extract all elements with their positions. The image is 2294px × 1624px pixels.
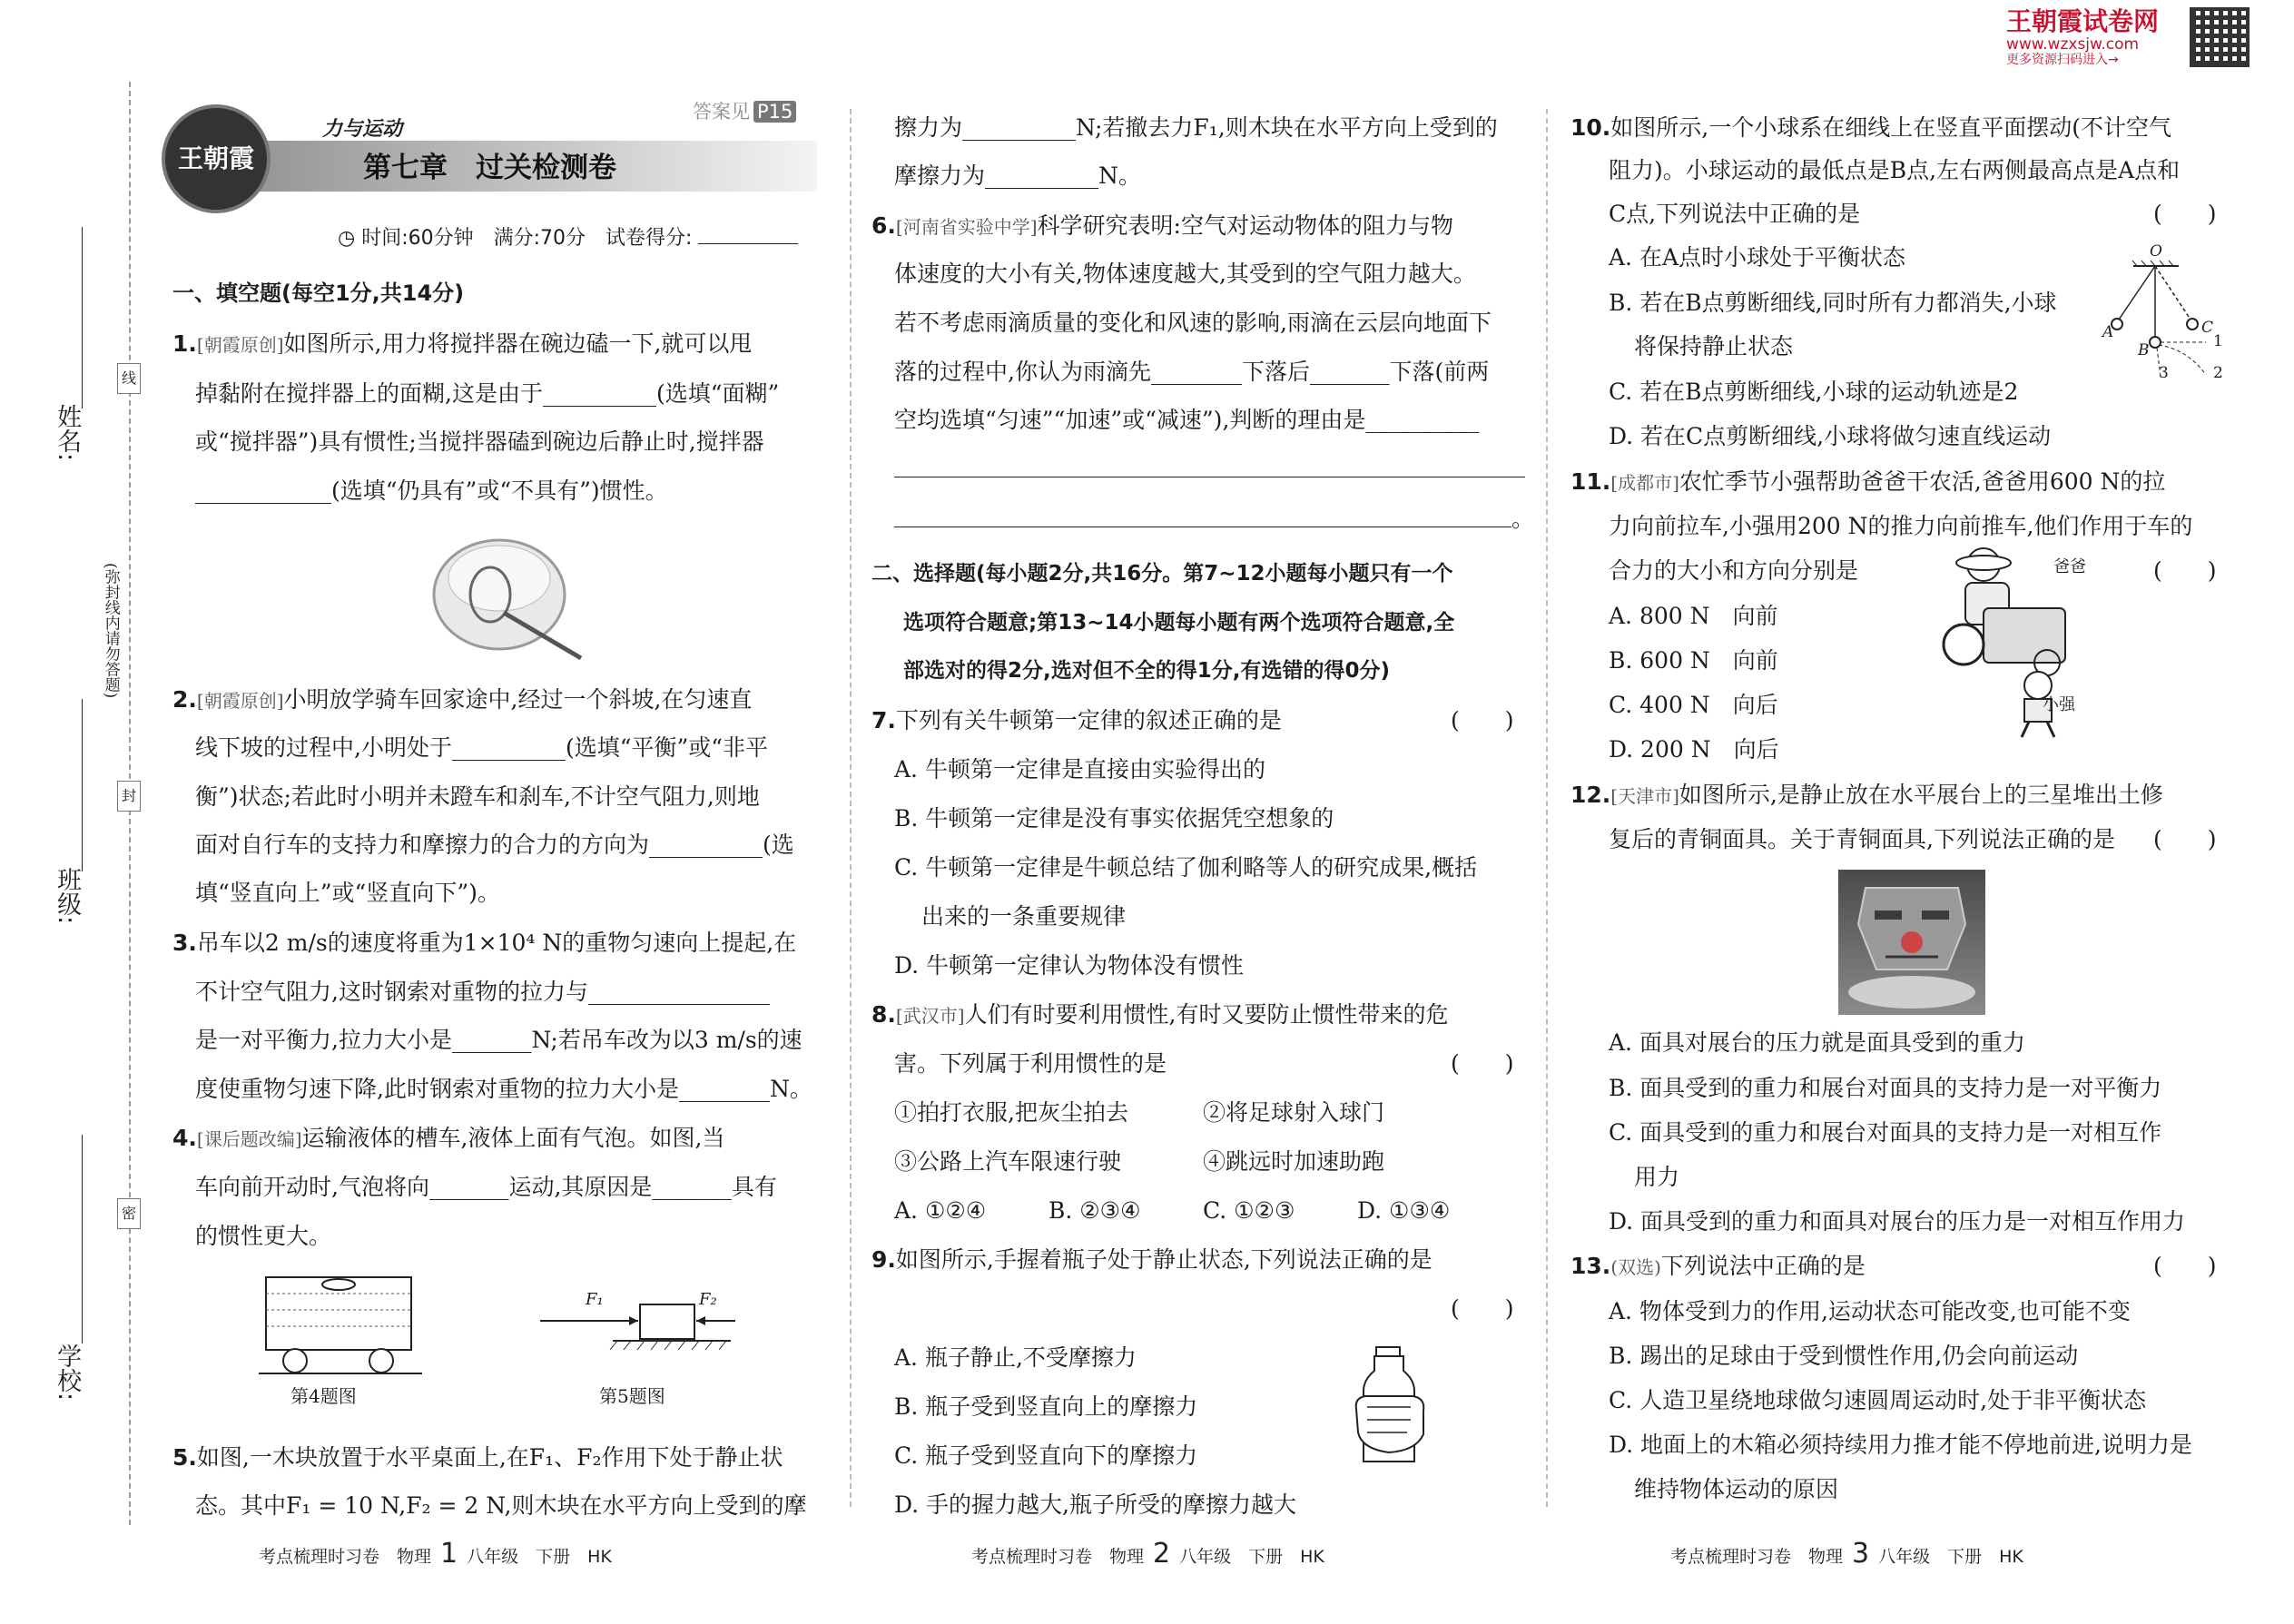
footer-page-3 bbox=[1670, 1536, 2023, 1571]
page-title: 第七章 过关检测卷 bbox=[363, 152, 616, 184]
question-text: 农忙季节小强帮助爸爸干农活,爸爸用600 N的拉 bbox=[1679, 468, 2166, 495]
question-8-item-3: ③公路上汽车限速行驶 bbox=[894, 1148, 1122, 1175]
question-10-option-b2: 将保持静止状态 bbox=[1634, 333, 1794, 359]
footer-right-text: 八年级 下册 HK bbox=[1179, 1547, 1324, 1567]
question-text: 如图,一木块放置于水平桌面上,在F₁、F₂作用下处于静止状 bbox=[196, 1444, 783, 1471]
pendulum-label-1: 1 bbox=[2213, 332, 2223, 350]
question-text: 如图所示,一个小球系在细线上在竖直平面摆动(不计空气 bbox=[1610, 114, 2171, 141]
question-10-option-b1: B. 若在B点剪断细线,同时所有力都消失,小球 bbox=[1609, 290, 2057, 316]
pendulum-label-c: C bbox=[2201, 319, 2214, 337]
question-1-line-3: 或“搅拌器”)具有惯性;当搅拌器磕到碗边后静止时,搅拌器 bbox=[195, 428, 764, 455]
bronze-mask-photo bbox=[1838, 870, 1985, 1015]
question-number: 13. bbox=[1570, 1253, 1611, 1279]
question-9-option-b: B. 瓶子受到竖直向上的摩擦力 bbox=[894, 1393, 1198, 1420]
exam-info-text: 时间:60分钟 满分:70分 试卷得分: bbox=[361, 227, 693, 250]
question-6-line-1 bbox=[871, 212, 1453, 241]
force-f1-label: F₁ bbox=[586, 1290, 604, 1309]
question-text: 小明放学骑车回家途中,经过一个斜坡,在匀速直 bbox=[283, 686, 753, 713]
question-7-option-d: D. 牛顿第一定律认为物体没有惯性 bbox=[894, 952, 1245, 979]
question-tag: (双选) bbox=[1610, 1256, 1661, 1278]
question-7-option-b: B. 牛顿第一定律是没有事实依据凭空想象的 bbox=[894, 805, 1334, 832]
brand-tagline: 更多资源扫码进入→ bbox=[2006, 53, 2119, 67]
question-10-line-2: 阻力)。小球运动的最低点是B点,左右两侧最高点是A点和 bbox=[1609, 157, 2181, 183]
question-text: 如图所示,手握着瓶子处于静止状态,下列说法正确的是 bbox=[895, 1246, 1433, 1273]
question-11-line-2: 力向前拉车,小强用200 N的推力向前推车,他们作用于车的 bbox=[1609, 513, 2193, 539]
question-8-line-2: 害。下列属于利用惯性的是 bbox=[894, 1050, 1167, 1077]
question-number: 8. bbox=[871, 1001, 896, 1028]
question-number: 4. bbox=[172, 1125, 197, 1151]
hand-bottle-figure bbox=[1353, 1343, 1434, 1466]
question-7-option-c1: C. 牛顿第一定律是牛顿总结了伽利略等人的研究成果,概括 bbox=[894, 854, 1478, 881]
qr-code-icon[interactable] bbox=[2190, 7, 2250, 67]
question-8-answer-paren[interactable]: ( ) bbox=[1451, 1050, 1514, 1077]
question-11-option-c: C. 400 N 向后 bbox=[1609, 692, 1778, 718]
answer-ref bbox=[693, 100, 796, 124]
question-10-option-d: D. 若在C点剪断细线,小球将做匀速直线运动 bbox=[1609, 423, 2052, 449]
figure-5-caption: 第5题图 bbox=[599, 1385, 665, 1407]
question-5-line-2: 态。其中F₁ = 10 N,F₂ = 2 N,则木块在水平方向上受到的摩 bbox=[195, 1492, 807, 1519]
question-12-line-2: 复后的青铜面具。关于青铜面具,下列说法正确的是 bbox=[1609, 826, 2115, 852]
pendulum-label-2: 2 bbox=[2213, 364, 2223, 382]
question-text: 人们有时要利用惯性,有时又要防止惯性带来的危 bbox=[964, 1001, 1449, 1028]
question-9-option-d: D. 手的握力越大,瓶子所受的摩擦力越大 bbox=[894, 1491, 1296, 1518]
question-3-line-4: 度使重物匀速下降,此时钢索对重物的拉力大小是________N。 bbox=[195, 1076, 812, 1102]
footer-left-text: 考点梳理时习卷 物理 bbox=[971, 1547, 1145, 1567]
question-12-option-a: A. 面具对展台的压力就是面具受到的重力 bbox=[1609, 1029, 2025, 1056]
question-1-line-1 bbox=[172, 330, 752, 359]
whisk-bowl-image bbox=[427, 531, 599, 667]
figure-4-caption: 第4题图 bbox=[290, 1385, 357, 1407]
school-label: 学校: bbox=[53, 1343, 82, 1402]
question-12-option-c1: C. 面具受到的重力和展台对面具的支持力是一对相互作 bbox=[1609, 1119, 2162, 1146]
question-12-line-1 bbox=[1570, 781, 2163, 811]
question-13-option-a: A. 物体受到力的作用,运动状态可能改变,也可能不变 bbox=[1609, 1298, 2131, 1324]
question-1-line-2: 掉黏附在搅拌器上的面糊,这是由于__________(选填“面糊” bbox=[195, 380, 780, 407]
answer-ref-label: 答案见 bbox=[693, 101, 750, 123]
pendulum-label-b: B bbox=[2138, 341, 2150, 359]
question-text: 如图所示,是静止放在水平展台上的三星堆出土修 bbox=[1679, 782, 2163, 808]
question-number: 6. bbox=[871, 212, 896, 239]
question-2-line-4: 面对自行车的支持力和摩擦力的合力的方向为__________(选 bbox=[195, 832, 794, 858]
score-field[interactable] bbox=[698, 228, 798, 244]
question-tag: [朝霞原创] bbox=[196, 690, 284, 712]
question-7-stem bbox=[871, 706, 1282, 736]
section-1-title: 一、填空题(每空1分,共14分) bbox=[172, 281, 465, 306]
footer-page-1 bbox=[259, 1536, 612, 1571]
answer-page-badge: P15 bbox=[753, 101, 796, 123]
question-text: 运输液体的槽车,液体上面有气泡。如图,当 bbox=[301, 1125, 725, 1151]
figure-dad-label: 爸爸 bbox=[2053, 557, 2086, 576]
question-11-option-d: D. 200 N 向后 bbox=[1609, 736, 1779, 763]
question-11-answer-paren[interactable]: ( ) bbox=[2153, 557, 2217, 584]
section-2-title-3: 部选对的得2分,选对但不全的得1分,有选错的得0分) bbox=[903, 659, 1390, 683]
logo-badge bbox=[162, 104, 271, 213]
page-number: 2 bbox=[1153, 1538, 1171, 1570]
question-12-option-b: B. 面具受到的重力和展台对面具的支持力是一对平衡力 bbox=[1609, 1075, 2162, 1101]
question-text: 下列有关牛顿第一定律的叙述正确的是 bbox=[895, 707, 1282, 733]
question-11-option-a: A. 800 N 向前 bbox=[1609, 603, 1778, 629]
question-text: 科学研究表明:空气对运动物体的阻力与物 bbox=[1037, 212, 1453, 239]
question-3-line-3: 是一对平衡力,拉力大小是_______N;若吊车改为以3 m/s的速 bbox=[195, 1027, 802, 1053]
question-9-option-c: C. 瓶子受到竖直向下的摩擦力 bbox=[894, 1442, 1198, 1469]
pendulum-label-a: A bbox=[2102, 323, 2114, 341]
question-8-option-b: B. ②③④ bbox=[1049, 1197, 1141, 1224]
question-8-item-1: ①拍打衣服,把灰尘拍去 bbox=[894, 1099, 1128, 1126]
question-12-option-c2: 用力 bbox=[1634, 1164, 1680, 1190]
question-5-line-3: 擦力为__________N;若撤去力F₁,则木块在水平方向上受到的 bbox=[894, 114, 1498, 141]
question-number: 3. bbox=[172, 930, 197, 956]
question-10-option-c: C. 若在B点剪断细线,小球的运动轨迹是2 bbox=[1609, 379, 2019, 405]
question-1-line-4: ____________(选填“仍具有”或“不具有”)惯性。 bbox=[195, 477, 668, 504]
seal-mark-mi: 密 bbox=[117, 1198, 141, 1229]
logo-text: 王朝霞 bbox=[177, 143, 254, 173]
question-tag: [武汉市] bbox=[895, 1005, 965, 1027]
question-10-option-a: A. 在A点时小球处于平衡状态 bbox=[1609, 244, 1906, 271]
question-tag: [朝霞原创] bbox=[196, 334, 284, 356]
question-number: 5. bbox=[172, 1444, 197, 1471]
question-13-option-b: B. 踢出的足球由于受到惯性作用,仍会向前运动 bbox=[1609, 1343, 2079, 1369]
footer-left-text: 考点梳理时习卷 物理 bbox=[1670, 1547, 1844, 1567]
question-9-option-a: A. 瓶子静止,不受摩擦力 bbox=[894, 1344, 1137, 1371]
question-2-line-5: 填“竖直向上”或“竖直向下”)。 bbox=[195, 880, 500, 906]
section-2-title-2: 选项符合题意;第13~14小题每小题有两个选项符合题意,全 bbox=[903, 611, 1455, 635]
question-11-line-1 bbox=[1570, 468, 2165, 497]
question-11-line-3: 合力的大小和方向分别是 bbox=[1609, 557, 1859, 584]
question-number: 10. bbox=[1570, 114, 1611, 141]
page-number: 3 bbox=[1852, 1538, 1870, 1570]
question-13-option-c: C. 人造卫星绕地球做匀速圆周运动时,处于非平衡状态 bbox=[1609, 1387, 2147, 1413]
question-5-line-1 bbox=[172, 1443, 783, 1473]
question-10-line-1 bbox=[1570, 113, 2171, 143]
question-8-line-1 bbox=[871, 1000, 1448, 1030]
question-number: 9. bbox=[871, 1246, 896, 1273]
question-8-option-c: C. ①②③ bbox=[1203, 1197, 1295, 1224]
question-13-answer-paren[interactable]: ( ) bbox=[2153, 1253, 2217, 1279]
school-underline[interactable] bbox=[82, 1135, 83, 1343]
question-3-line-2: 不计空气阻力,这时钢索对重物的拉力与________________ bbox=[195, 979, 770, 1005]
question-12-option-d: D. 面具受到的重力和面具对展台的压力是一对相互作用力 bbox=[1609, 1208, 2186, 1235]
question-number: 12. bbox=[1570, 782, 1611, 808]
question-tag: [天津市] bbox=[1610, 785, 1679, 807]
question-tag: [河南省实验中学] bbox=[895, 216, 1038, 238]
question-8-item-4: ④跳远时加速助跑 bbox=[1203, 1148, 1385, 1175]
question-7-option-a: A. 牛顿第一定律是直接由实验得出的 bbox=[894, 756, 1265, 782]
brand-name: 王朝霞试卷网 bbox=[2006, 6, 2160, 36]
section-2-title-1: 二、选择题(每小题2分,共16分。第7~12小题每小题只有一个 bbox=[871, 562, 1453, 586]
clock-icon: ◷ bbox=[338, 227, 356, 250]
question-7-option-c2: 出来的一条重要规律 bbox=[921, 903, 1127, 930]
question-text: 下列说法中正确的是 bbox=[1660, 1253, 1866, 1279]
exam-info bbox=[338, 226, 798, 252]
pendulum-label-3: 3 bbox=[2159, 364, 2169, 382]
name-label: 姓名: bbox=[53, 404, 82, 462]
unit-label: 力与运动 bbox=[322, 117, 403, 141]
footer-right-text: 八年级 下册 HK bbox=[1878, 1547, 2023, 1567]
question-12-answer-paren[interactable]: ( ) bbox=[2153, 826, 2217, 852]
question-2-line-2: 线下坡的过程中,小明处于__________(选填“平衡”或“非平 bbox=[195, 734, 769, 761]
column-separator-2 bbox=[1546, 109, 1548, 1507]
question-4-line-3: 的惯性更大。 bbox=[195, 1223, 332, 1249]
question-13-option-d1: D. 地面上的木箱必须持续用力推才能不停地前进,说明力是 bbox=[1609, 1432, 2192, 1458]
question-4-line-1 bbox=[172, 1124, 724, 1154]
question-number: 2. bbox=[172, 686, 197, 713]
question-9-answer-paren[interactable]: ( ) bbox=[1451, 1295, 1514, 1322]
question-number: 11. bbox=[1570, 468, 1611, 495]
question-8-option-d: D. ①③④ bbox=[1357, 1197, 1451, 1224]
question-6-line-2: 体速度的大小有关,物体速度越大,其受到的空气阻力越大。 bbox=[894, 261, 1476, 287]
seal-mark-xian: 线 bbox=[117, 363, 141, 394]
question-8-item-2: ②将足球射入球门 bbox=[1203, 1099, 1385, 1126]
question-number: 7. bbox=[871, 707, 896, 733]
question-3-line-1 bbox=[172, 929, 796, 959]
footer-page-2 bbox=[971, 1536, 1324, 1571]
question-4-line-2: 车向前开动时,气泡将向_______运动,其原因是_______具有 bbox=[195, 1174, 777, 1200]
question-5-line-4: 摩擦力为__________N。 bbox=[894, 162, 1141, 189]
force-f2-label: F₂ bbox=[699, 1290, 717, 1309]
question-13-stem bbox=[1570, 1252, 1866, 1282]
question-11-option-b: B. 600 N 向前 bbox=[1609, 647, 1778, 674]
question-tag: [成都市] bbox=[1610, 472, 1679, 494]
tank-truck-figure bbox=[259, 1266, 422, 1380]
figure-son-label: 小强 bbox=[2043, 695, 2075, 714]
class-label: 班级: bbox=[53, 867, 82, 925]
seal-mark-feng: 封 bbox=[117, 781, 141, 812]
question-text: 如图所示,用力将搅拌器在碗边磕一下,就可以甩 bbox=[283, 330, 753, 357]
footer-right-text: 八年级 下册 HK bbox=[467, 1547, 612, 1567]
question-number: 1. bbox=[172, 330, 197, 357]
question-7-answer-paren[interactable]: ( ) bbox=[1451, 707, 1514, 733]
question-tag: [课后题改编] bbox=[196, 1128, 302, 1150]
question-13-option-d2: 维持物体运动的原因 bbox=[1634, 1476, 1839, 1502]
column-separator-1 bbox=[850, 109, 852, 1507]
seal-notice: (弥封线内请勿答题) bbox=[101, 563, 120, 699]
answer-line-end: 。 bbox=[1511, 506, 1535, 532]
page-number: 1 bbox=[440, 1538, 458, 1570]
question-9-stem bbox=[871, 1245, 1433, 1275]
question-8-option-a: A. ①②④ bbox=[894, 1197, 987, 1224]
pendulum-label-o: O bbox=[2150, 242, 2162, 261]
question-10-line-3: C点,下列说法中正确的是 bbox=[1609, 201, 1861, 227]
class-underline[interactable] bbox=[82, 699, 83, 871]
brand-url[interactable]: www.wzxsjw.com bbox=[2006, 35, 2140, 54]
question-2-line-3: 衡”)状态;若此时小明并未蹬车和刹车,不计空气阻力,则地 bbox=[195, 783, 760, 810]
question-6-line-5: 空均选填“匀速”“加速”或“减速”),判断的理由是__________ bbox=[894, 407, 1480, 433]
question-6-line-3: 若不考虑雨滴质量的变化和风速的影响,雨滴在云层向地面下 bbox=[894, 310, 1492, 336]
question-10-answer-paren[interactable]: ( ) bbox=[2153, 201, 2217, 227]
question-6-line-4: 落的过程中,你认为雨滴先________下落后_______下落(前两 bbox=[894, 359, 1490, 385]
name-underline[interactable] bbox=[82, 227, 83, 408]
question-text: 吊车以2 m/s的速度将重为1×10⁴ N的重物匀速向上提起,在 bbox=[196, 930, 797, 956]
footer-left-text: 考点梳理时习卷 物理 bbox=[259, 1547, 432, 1567]
question-2-line-1 bbox=[172, 685, 752, 715]
